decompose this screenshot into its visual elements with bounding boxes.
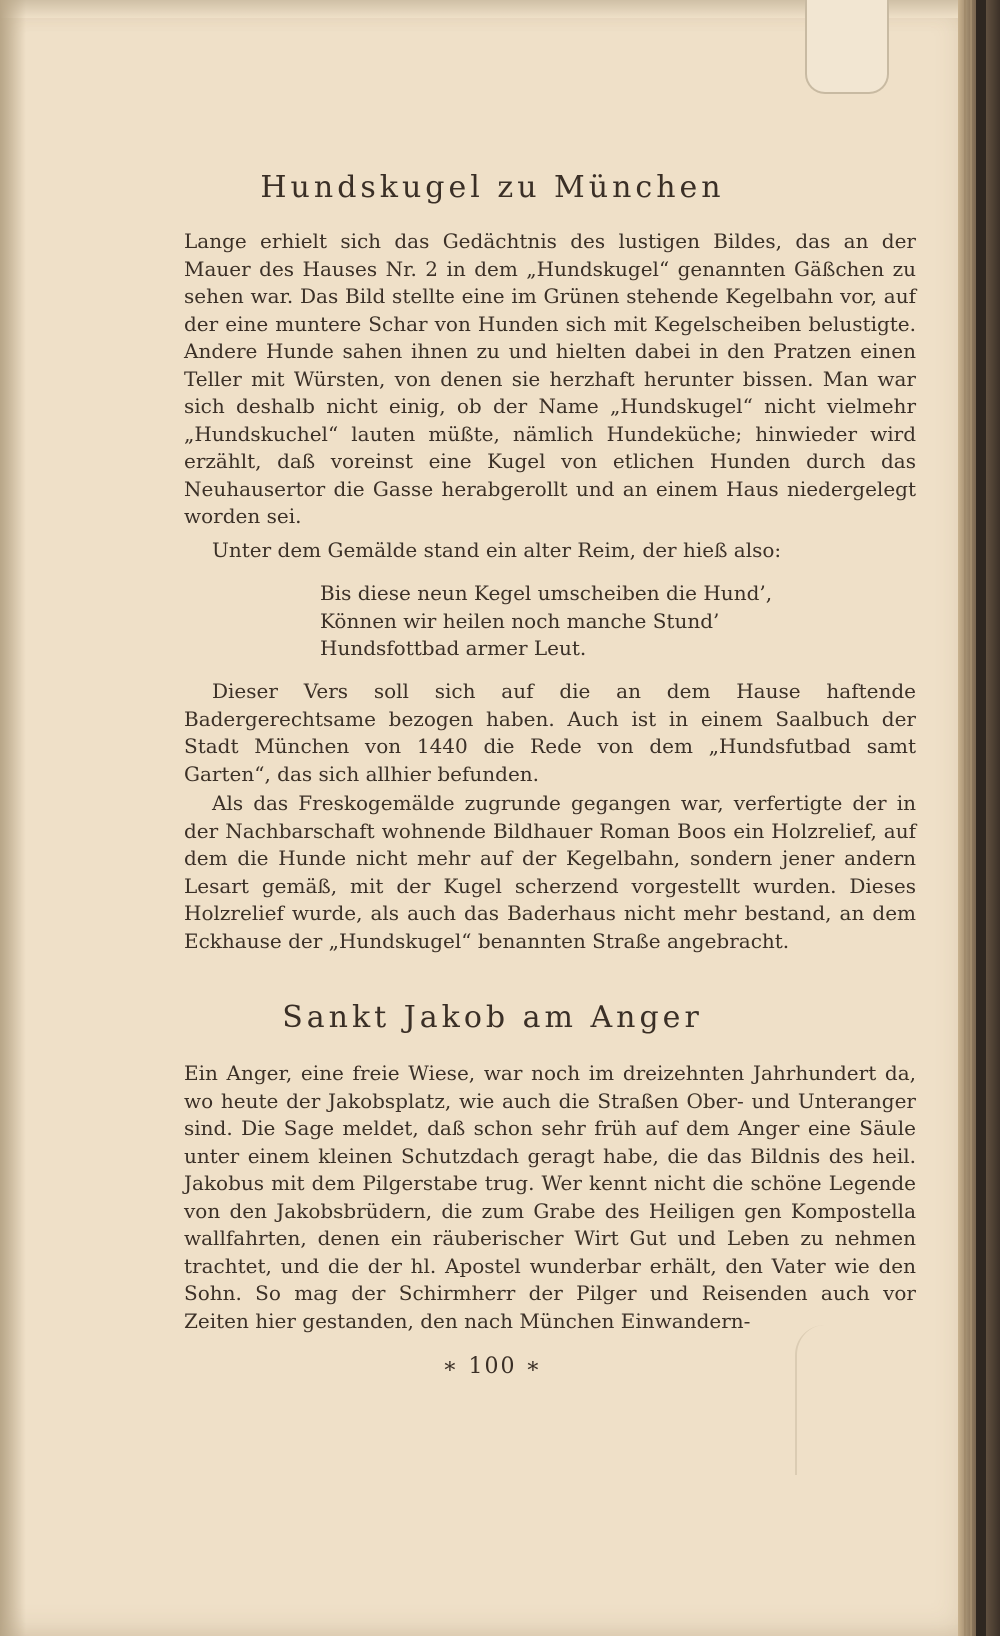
page-fold-mark [795, 1325, 887, 1475]
verse-line: Hundsfottbad armer Leut. [320, 636, 587, 660]
section-title-hundskugel: Hundskugel zu München [260, 170, 725, 205]
spine-gap [976, 0, 986, 1636]
verse-line: Bis diese neun Kegel umscheiben die Hund’, [320, 581, 773, 605]
paragraph-hundskugel-3: Dieser Vers soll sich auf die an dem Hause haftende Badergerechtsame bezogen haben. Auch ist in einem Saalbuch der Stadt München von 1440 die Rede von dem „Hundsfutbad samt Garten“, das sich allhier befunden. [184, 679, 916, 786]
page-tab-marker [805, 0, 889, 94]
verse-block [320, 580, 920, 663]
page-edge-line [970, 0, 972, 1636]
section-title-sankt-jakob: Sankt Jakob am Anger [282, 1000, 703, 1035]
page-left-shadow [0, 0, 26, 1636]
paragraph-hundskugel-4: Als das Freskogemälde zugrunde gegangen war, verfertigte der in der Nachbarschaft wohnende Bildhauer Roman Boos ein Holzrelief, auf dem die Hunde nicht mehr auf der Kegelbahn, sondern jener andern Lesart gemäß, mit der Kugel scherzend vorgestellt wurden. Dieses Holzrelief wurde, als auch das Baderhaus nicht mehr bestand, an dem Eckhause der „Hundskugel“ benannten Straße angebracht. [184, 791, 916, 953]
verse-line: Können wir heilen noch manche Stund’ [320, 608, 720, 633]
paragraph-hundskugel-2: Unter dem Gemälde stand ein alter Reim, der hieß also: [212, 538, 782, 562]
paragraph-sankt-jakob-1: Ein Anger, eine freie Wiese, war noch im dreizehnten Jahrhundert da, wo heute der Jakobsplatz, wie auch die Straßen Ober- und Unteranger sind. Die Sage meldet, daß schon sehr früh auf dem Anger eine Säule unter einem kleinen Schutzdach geragt habe, die das Bildnis des heil. Jakobus mit dem Pilgerstabe trug. Wer kennt nicht die schöne Legende von den Jakobsbrüdern, die zum Grabe des Heiligen gen Kompostella wallfahrten, denen ein räuberischer Wirt Gut und Leben zu nehmen trachtet, und die der hl. Apostel wunderbar erhält, den Vater wie den Sohn. So mag der Schirmherr der Pilger und Reisenden auch vor Zeiten hier gestanden, den nach München Einwandern- [184, 1061, 916, 1333]
paragraph-hundskugel-1: Lange erhielt sich das Gedächtnis des lustigen Bildes, das an der Mauer des Hauses Nr. 2 in dem „Hundskugel“ genannten Gäßchen zu sehen war. Das Bild stellte eine im Grünen stehende Kegelbahn vor, auf der eine muntere Schar von Hunden sich mit Kegelscheiben belustigte. Andere Hunde sahen ihnen zu und hielten dabei in den Pratzen einen Teller mit Würsten, von denen sie herzhaft herunter bissen. Man war sich deshalb nicht einig, ob der Name „Hundskugel“ nicht vielmehr „Hundskuchel“ lauten müßte, nämlich Hundeküche; hinwieder wird erzählt, daß voreinst eine Kugel von etlichen Hunden durch das Neuhausertor die Gasse herabgerollt und an einem Haus niedergelegt worden sei. [184, 229, 916, 528]
page-edge-line [964, 0, 966, 1636]
page-number: ∗ 100 ∗ [442, 1354, 543, 1379]
